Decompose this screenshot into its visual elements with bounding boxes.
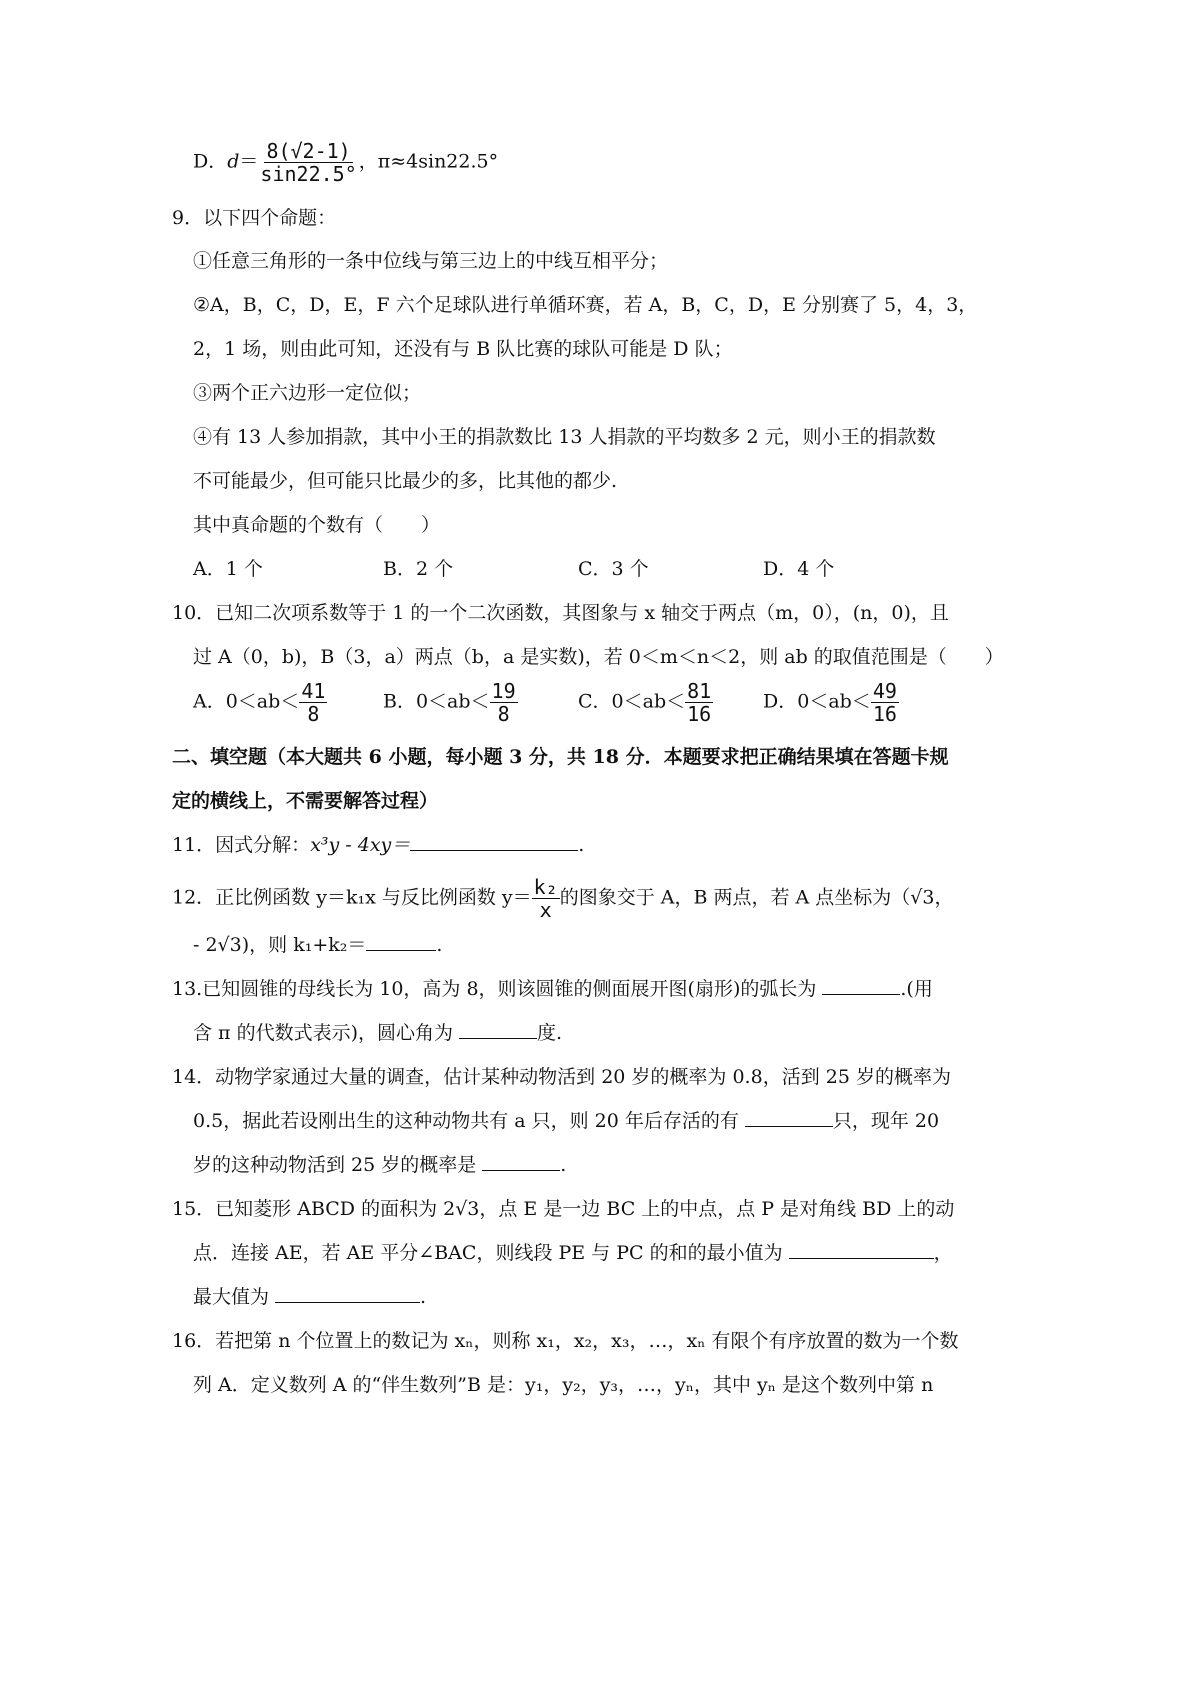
q9-option-d: D．4 个 xyxy=(763,558,835,580)
q15-line-1: 15．已知菱形 ABCD 的面积为 2√3，点 E 是一边 BC 上的中点，点 P 是对角线 BD 上的动 xyxy=(172,1198,955,1220)
q9-option-b: B．2 个 xyxy=(383,558,454,580)
q10-line-1: 10．已知二次项系数等于 1 的一个二次函数，其图象与 x 轴交于两点（m，0），(n，0)，且 xyxy=(172,602,949,624)
q11-answer-blank[interactable] xyxy=(410,832,578,851)
q15-min-blank[interactable] xyxy=(789,1240,934,1259)
fraction xyxy=(490,680,518,725)
fraction xyxy=(685,680,713,725)
q9-proposition-2a: ②A，B，C，D，E，F 六个足球队进行单循环赛，若 A，B，C，D，E 分别赛了 5，4，3， xyxy=(193,294,978,316)
option-label: A．0＜ab＜ xyxy=(193,690,300,713)
q15-line-3 xyxy=(193,1284,426,1310)
q15-max-blank[interactable] xyxy=(275,1284,420,1303)
fraction-denominator: 8 xyxy=(497,702,510,726)
q11-end: . xyxy=(578,834,585,856)
fraction xyxy=(258,140,358,185)
q13-angle-blank[interactable] xyxy=(459,1020,537,1039)
fraction xyxy=(871,680,899,725)
q11-prefix: 11．因式分解： xyxy=(172,834,311,856)
q9-option-a: A．1 个 xyxy=(193,558,263,580)
fraction-denominator: sin22.5° xyxy=(260,162,357,186)
fraction-numerator: k₂ xyxy=(533,875,558,899)
option-tail: ，π≈4sin22.5° xyxy=(358,150,499,173)
q15-line-2-end: ， xyxy=(933,1242,953,1264)
q9-stem: 9．以下四个命题： xyxy=(172,207,337,229)
q12-postfix: 的图象交于 A，B 两点，若 A 点坐标为（√3， xyxy=(559,886,954,909)
q16-line-2: 列 A．定义数列 A 的“伴生数列”B 是：y₁，y₂，y₃，…，yₙ，其中 yₙ 是这个数列中第 n xyxy=(193,1374,934,1396)
q13-line-2 xyxy=(193,1020,562,1046)
fraction-numerator: 49 xyxy=(872,679,897,703)
q10-option-a xyxy=(193,680,327,725)
q15-line-2 xyxy=(193,1240,953,1266)
q12-prefix: 12．正比例函数 y＝k₁x 与反比例函数 y＝ xyxy=(172,886,532,909)
q10-option-c xyxy=(578,680,713,725)
fraction-numerator: 41 xyxy=(301,679,326,703)
q14-line-2 xyxy=(193,1108,939,1134)
q14-probability-blank[interactable] xyxy=(482,1152,560,1171)
q9-proposition-4b: 不可能最少，但可能只比最少的多，比其他的都少. xyxy=(193,470,618,492)
q13-arc-length-blank[interactable] xyxy=(822,976,900,995)
fraction xyxy=(299,680,327,725)
section-2-heading-line-2: 定的横线上，不需要解答过程） xyxy=(172,790,439,812)
option-label: B．0＜ab＜ xyxy=(383,690,490,713)
q14-line-3-end: . xyxy=(560,1154,567,1176)
q12-answer-blank[interactable] xyxy=(366,932,436,951)
fraction-numerator: 8(√2-1) xyxy=(266,139,351,163)
q14-line-2-end: 只，现年 20 xyxy=(832,1110,940,1132)
option-label: D．0＜ab＜ xyxy=(763,690,871,713)
q9-proposition-4a: ④有 13 人参加捐款，其中小王的捐款数比 13 人捐款的平均数多 2 元，则小王的捐款数 xyxy=(193,426,936,448)
q12-line-1 xyxy=(172,876,953,921)
q9-proposition-1: ①任意三角形的一条中位线与第三边上的中线互相平分； xyxy=(193,250,669,272)
variable-d: d xyxy=(227,150,240,173)
option-label: D． xyxy=(193,150,228,173)
fraction xyxy=(532,876,560,921)
q16-line-1: 16．若把第 n 个位置上的数记为 xₙ，则称 x₁，x₂，x₃，…，xₙ 有限个有序放置的数为一个数 xyxy=(172,1330,959,1352)
q9-ask: 其中真命题的个数有（ ） xyxy=(193,514,441,536)
fraction-numerator: 19 xyxy=(491,679,516,703)
q8-option-d xyxy=(193,140,498,185)
q14-line-3-text: 岁的这种动物活到 25 岁的概率是 xyxy=(193,1154,477,1176)
q13-line-1 xyxy=(172,976,933,1002)
q9-proposition-3: ③两个正六边形一定位似； xyxy=(193,382,422,404)
q10-line-2: 过 A（0，b)，B（3，a）两点（b，a 是实数)，若 0＜m＜n＜2，则 ab 的取值范围是（ ） xyxy=(193,646,1004,668)
fraction-denominator: 16 xyxy=(687,702,712,726)
q15-line-3-text: 最大值为 xyxy=(193,1286,270,1308)
fraction-denominator: 16 xyxy=(872,702,897,726)
q12-line-2-text: - 2√3)，则 k₁+k₂＝ xyxy=(193,934,367,956)
q11 xyxy=(172,832,584,858)
q14-line-3 xyxy=(193,1152,566,1178)
q14-survivors-blank[interactable] xyxy=(745,1108,833,1127)
q13-line-2-text: 含 π 的代数式表示)，圆心角为 xyxy=(193,1022,453,1044)
q15-line-3-end: . xyxy=(420,1286,427,1308)
q9-option-c: C．3 个 xyxy=(578,558,649,580)
q13-line-1-text: 13.已知圆锥的母线长为 10，高为 8，则该圆锥的侧面展开图(扇形)的弧长为 xyxy=(172,978,817,1000)
fraction-denominator: 8 xyxy=(307,702,320,726)
q12-line-2 xyxy=(193,932,442,958)
fraction-denominator: x xyxy=(539,898,552,922)
q15-line-2-text: 点．连接 AE，若 AE 平分∠BAC，则线段 PE 与 PC 的和的最小值为 xyxy=(193,1242,783,1264)
q9-proposition-2b: 2，1 场，则由此可知，还没有与 B 队比赛的球队可能是 D 队； xyxy=(193,338,733,360)
option-label: C．0＜ab＜ xyxy=(578,690,686,713)
q12-end: . xyxy=(436,934,443,956)
fraction-numerator: 81 xyxy=(687,679,712,703)
q10-option-b xyxy=(383,680,518,725)
equals-sign: ＝ xyxy=(239,150,259,173)
q10-option-d xyxy=(763,680,899,725)
section-2-heading-line-1: 二、填空题（本大题共 6 小题，每小题 3 分，共 18 分．本题要求把正确结果填在答题卡规 xyxy=(172,746,949,768)
q13-line-1-end: .(用 xyxy=(900,978,933,1000)
q14-line-1: 14．动物学家通过大量的调查，估计某种动物活到 20 岁的概率为 0.8，活到 25 岁的概率为 xyxy=(172,1066,951,1088)
q11-expression: x³y - 4xy＝ xyxy=(310,834,411,856)
q14-line-2-text: 0.5，据此若设刚出生的这种动物共有 a 只，则 20 年后存活的有 xyxy=(193,1110,739,1132)
q13-line-2-end: 度. xyxy=(536,1022,563,1044)
